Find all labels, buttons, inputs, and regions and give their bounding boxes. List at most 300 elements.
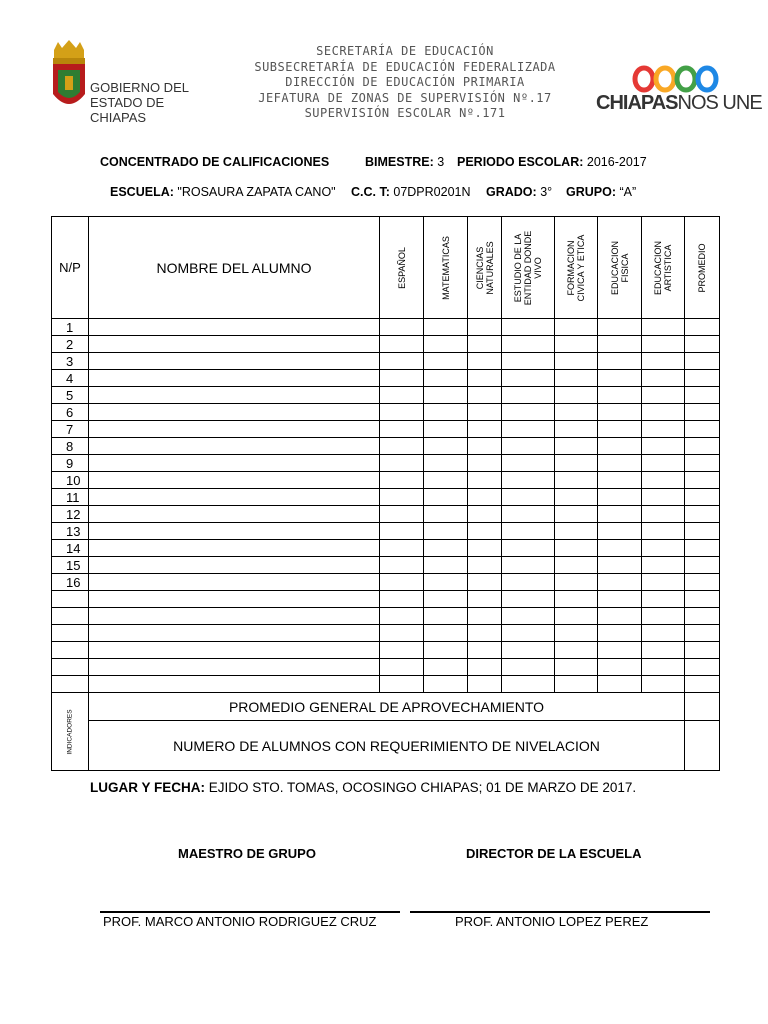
periodo-field: PERIODO ESCOLAR: 2016-2017 xyxy=(457,155,647,169)
grade-cell[interactable] xyxy=(380,421,424,438)
subject-header-entidad xyxy=(502,217,555,319)
grade-cell[interactable] xyxy=(598,489,642,506)
grade-cell[interactable] xyxy=(424,608,468,625)
grade-cell[interactable] xyxy=(380,489,424,506)
grade-cell[interactable] xyxy=(502,557,555,574)
table-row xyxy=(52,676,720,693)
grade-cell[interactable] xyxy=(555,404,598,421)
grade-cell[interactable] xyxy=(380,387,424,404)
grade-cell[interactable] xyxy=(555,659,598,676)
subject-header-promedio xyxy=(685,217,720,319)
grade-cell[interactable] xyxy=(555,455,598,472)
grade-cell[interactable] xyxy=(598,387,642,404)
grade-cell[interactable] xyxy=(685,642,720,659)
table-row xyxy=(52,659,720,676)
subject-label: FORMACION CIVICA Y ETICA xyxy=(566,234,586,301)
lugar-fecha: LUGAR Y FECHA: EJIDO STO. TOMAS, OCOSINGO CHIAPAS; 01 DE MARZO DE 2017. xyxy=(90,780,637,795)
grade-cell[interactable] xyxy=(685,591,720,608)
grade-cell[interactable] xyxy=(380,438,424,455)
director-signature-line xyxy=(410,911,710,913)
chiapas-logo-text xyxy=(596,92,762,115)
grade-cell[interactable] xyxy=(598,319,642,336)
grade-cell[interactable] xyxy=(598,557,642,574)
grade-cell[interactable] xyxy=(424,591,468,608)
grade-cell[interactable] xyxy=(642,421,685,438)
grade-cell[interactable] xyxy=(502,523,555,540)
grade-cell[interactable] xyxy=(555,438,598,455)
escuela-value: "ROSAURA ZAPATA CANO" xyxy=(177,185,336,199)
table-row xyxy=(52,353,720,370)
grade-cell[interactable] xyxy=(642,404,685,421)
grade-cell[interactable] xyxy=(642,540,685,557)
grade-cell[interactable] xyxy=(685,370,720,387)
indicadores-label: INDICADORES xyxy=(66,708,74,755)
grade-cell[interactable] xyxy=(424,506,468,523)
grade-cell[interactable] xyxy=(555,353,598,370)
grade-cell[interactable] xyxy=(424,455,468,472)
grade-cell[interactable] xyxy=(468,540,502,557)
row-number: 6 xyxy=(52,404,89,421)
grade-cell[interactable] xyxy=(468,574,502,591)
header-line: SUBSECRETARÍA DE EDUCACIÓN FEDERALIZADA xyxy=(254,59,556,74)
grade-cell[interactable] xyxy=(642,387,685,404)
chiapas-nos-une-logo xyxy=(592,60,762,120)
subject-header-ed-fisica xyxy=(598,217,642,319)
table-row xyxy=(52,557,720,574)
grade-cell[interactable] xyxy=(424,642,468,659)
grade-cell[interactable] xyxy=(555,625,598,642)
grade-cell[interactable] xyxy=(380,608,424,625)
grade-cell[interactable] xyxy=(380,404,424,421)
grade-cell[interactable] xyxy=(468,642,502,659)
grade-cell[interactable] xyxy=(380,472,424,489)
grade-cell[interactable] xyxy=(468,591,502,608)
subject-label: CIENCIAS NATURALES xyxy=(474,240,495,295)
grade-cell[interactable] xyxy=(502,404,555,421)
grade-cell[interactable] xyxy=(642,574,685,591)
row-number xyxy=(52,591,89,608)
grade-cell[interactable] xyxy=(468,387,502,404)
subject-header-espanol xyxy=(380,217,424,319)
row-number: 13 xyxy=(52,523,89,540)
director-title: DIRECTOR DE LA ESCUELA xyxy=(466,846,642,861)
grade-cell[interactable] xyxy=(380,319,424,336)
bimestre-field: BIMESTRE: 3 xyxy=(365,155,445,169)
grade-cell[interactable] xyxy=(598,625,642,642)
grade-cell[interactable] xyxy=(502,574,555,591)
student-name-cell[interactable] xyxy=(89,319,380,336)
grade-cell[interactable] xyxy=(598,438,642,455)
grade-cell[interactable] xyxy=(424,472,468,489)
student-name-cell[interactable] xyxy=(89,336,380,353)
grade-cell[interactable] xyxy=(502,472,555,489)
student-name-cell[interactable] xyxy=(89,608,380,625)
grade-cell[interactable] xyxy=(598,472,642,489)
grade-cell[interactable] xyxy=(502,625,555,642)
row-number: 7 xyxy=(52,421,89,438)
student-name-cell[interactable] xyxy=(89,625,380,642)
grade-cell[interactable] xyxy=(424,370,468,387)
grade-cell[interactable] xyxy=(424,387,468,404)
student-rows xyxy=(52,319,720,693)
table-row xyxy=(52,523,720,540)
grade-cell[interactable] xyxy=(380,659,424,676)
row-number xyxy=(52,608,89,625)
grade-cell[interactable] xyxy=(598,336,642,353)
grade-cell[interactable] xyxy=(598,370,642,387)
grade-cell[interactable] xyxy=(424,659,468,676)
grade-cell[interactable] xyxy=(380,540,424,557)
grade-cell[interactable] xyxy=(502,438,555,455)
grade-cell[interactable] xyxy=(424,676,468,693)
grade-cell[interactable] xyxy=(555,336,598,353)
grade-cell[interactable] xyxy=(685,438,720,455)
grade-cell[interactable] xyxy=(555,319,598,336)
row-number xyxy=(52,676,89,693)
grade-cell[interactable] xyxy=(468,608,502,625)
header-line: SUPERVISIÓN ESCOLAR Nº.171 xyxy=(304,106,506,120)
grade-cell[interactable] xyxy=(685,557,720,574)
grade-cell[interactable] xyxy=(468,472,502,489)
bimestre-value: 3 xyxy=(437,155,445,169)
row-number: 9 xyxy=(52,455,89,472)
row-number xyxy=(52,642,89,659)
np-header: N/P xyxy=(52,217,89,319)
promedio-general-label: PROMEDIO GENERAL DE APROVECHAMIENTO xyxy=(89,693,685,721)
grade-cell[interactable] xyxy=(598,659,642,676)
grade-cell[interactable] xyxy=(685,574,720,591)
grade-cell[interactable] xyxy=(555,574,598,591)
grade-cell[interactable] xyxy=(468,455,502,472)
grade-cell[interactable] xyxy=(642,591,685,608)
grade-cell[interactable] xyxy=(424,523,468,540)
subject-header-ed-artistica xyxy=(642,217,685,319)
student-name-cell[interactable] xyxy=(89,642,380,659)
grade-cell[interactable] xyxy=(555,421,598,438)
grade-cell[interactable] xyxy=(424,438,468,455)
grade-cell[interactable] xyxy=(468,489,502,506)
grade-cell[interactable] xyxy=(468,506,502,523)
grade-cell[interactable] xyxy=(502,336,555,353)
grade-cell[interactable] xyxy=(502,506,555,523)
grade-cell[interactable] xyxy=(598,591,642,608)
table-row xyxy=(52,455,720,472)
grade-cell[interactable] xyxy=(555,591,598,608)
subject-label: ESPAÑOL xyxy=(396,246,407,289)
table-row xyxy=(52,540,720,557)
grade-cell[interactable] xyxy=(642,608,685,625)
grade-cell[interactable] xyxy=(685,489,720,506)
student-name-cell[interactable] xyxy=(89,591,380,608)
grade-cell[interactable] xyxy=(468,625,502,642)
grade-cell[interactable] xyxy=(502,659,555,676)
table-row xyxy=(52,574,720,591)
student-name-cell[interactable] xyxy=(89,489,380,506)
student-name-cell[interactable] xyxy=(89,438,380,455)
grade-cell[interactable] xyxy=(468,370,502,387)
nivelacion-label: NUMERO DE ALUMNOS CON REQUERIMIENTO DE NIVELACION xyxy=(89,721,685,771)
grade-cell[interactable] xyxy=(424,625,468,642)
grade-cell[interactable] xyxy=(424,540,468,557)
subject-header-ciencias xyxy=(468,217,502,319)
grade-cell[interactable] xyxy=(642,455,685,472)
grade-cell[interactable] xyxy=(502,455,555,472)
row-number: 15 xyxy=(52,557,89,574)
student-name-cell[interactable] xyxy=(89,557,380,574)
row-number: 16 xyxy=(52,574,89,591)
table-row xyxy=(52,591,720,608)
grade-cell[interactable] xyxy=(424,421,468,438)
table-row xyxy=(52,370,720,387)
chiapas-bold-text: CHIAPAS xyxy=(596,92,678,114)
row-number: 12 xyxy=(52,506,89,523)
grade-cell[interactable] xyxy=(502,608,555,625)
grade-cell[interactable] xyxy=(598,642,642,659)
grade-cell[interactable] xyxy=(502,540,555,557)
grupo-field: GRUPO: “A” xyxy=(566,185,637,199)
table-row xyxy=(52,438,720,455)
grade-cell[interactable] xyxy=(685,387,720,404)
grade-cell[interactable] xyxy=(380,506,424,523)
colored-rings-icon xyxy=(632,65,722,95)
grade-cell[interactable] xyxy=(380,353,424,370)
table-row xyxy=(52,489,720,506)
table-row xyxy=(52,387,720,404)
grade-cell[interactable] xyxy=(685,421,720,438)
grade-cell[interactable] xyxy=(502,642,555,659)
student-name-cell[interactable] xyxy=(89,540,380,557)
grade-cell[interactable] xyxy=(642,625,685,642)
nos-une-text: NOS UNE xyxy=(677,92,762,114)
gov-logo-text xyxy=(90,80,210,125)
grade-cell[interactable] xyxy=(468,319,502,336)
header-line: DIRECCIÓN DE EDUCACIÓN PRIMARIA xyxy=(285,75,525,89)
grade-cell[interactable] xyxy=(380,625,424,642)
grado-field: GRADO: 3° xyxy=(486,185,553,199)
grade-cell[interactable] xyxy=(424,319,468,336)
grade-cell[interactable] xyxy=(555,387,598,404)
grade-cell[interactable] xyxy=(642,523,685,540)
header-line: SECRETARÍA DE EDUCACIÓN xyxy=(316,44,494,58)
grade-cell[interactable] xyxy=(685,353,720,370)
table-row xyxy=(52,472,720,489)
grade-cell[interactable] xyxy=(468,404,502,421)
student-name-cell[interactable] xyxy=(89,404,380,421)
grade-cell[interactable] xyxy=(642,557,685,574)
grade-cell[interactable] xyxy=(555,557,598,574)
promedio-general-row xyxy=(52,693,720,721)
grade-cell[interactable] xyxy=(380,591,424,608)
indicadores-cell xyxy=(52,693,89,771)
grade-cell[interactable] xyxy=(685,659,720,676)
grade-cell[interactable] xyxy=(502,421,555,438)
grade-cell[interactable] xyxy=(685,455,720,472)
student-name-cell[interactable] xyxy=(89,676,380,693)
grade-cell[interactable] xyxy=(424,489,468,506)
table-row xyxy=(52,625,720,642)
periodo-value: 2016-2017 xyxy=(586,155,647,169)
grade-cell[interactable] xyxy=(642,659,685,676)
name-header: NOMBRE DEL ALUMNO xyxy=(89,217,380,319)
grade-cell[interactable] xyxy=(468,353,502,370)
grade-cell[interactable] xyxy=(685,336,720,353)
subject-label: EDUCACION ARTISTICA xyxy=(653,240,673,295)
grade-cell[interactable] xyxy=(468,438,502,455)
grade-cell[interactable] xyxy=(598,540,642,557)
grade-cell[interactable] xyxy=(468,421,502,438)
row-number xyxy=(52,659,89,676)
grade-cell[interactable] xyxy=(598,353,642,370)
grade-cell[interactable] xyxy=(502,353,555,370)
grade-cell[interactable] xyxy=(685,676,720,693)
grade-cell[interactable] xyxy=(502,387,555,404)
grade-cell[interactable] xyxy=(555,540,598,557)
grade-cell[interactable] xyxy=(468,557,502,574)
table-row xyxy=(52,404,720,421)
table-row xyxy=(52,319,720,336)
grade-cell[interactable] xyxy=(555,676,598,693)
grade-cell[interactable] xyxy=(642,336,685,353)
subject-header-civica xyxy=(555,217,598,319)
grade-cell[interactable] xyxy=(685,608,720,625)
grade-cell[interactable] xyxy=(380,557,424,574)
nivelacion-row xyxy=(52,721,720,771)
grade-cell[interactable] xyxy=(555,370,598,387)
grade-cell[interactable] xyxy=(424,574,468,591)
grade-cell[interactable] xyxy=(598,676,642,693)
grade-cell[interactable] xyxy=(555,472,598,489)
grade-cell[interactable] xyxy=(642,319,685,336)
escuela-field: ESCUELA: "ROSAURA ZAPATA CANO" xyxy=(110,185,336,199)
maestro-signature-line xyxy=(100,911,400,913)
grade-cell[interactable] xyxy=(380,574,424,591)
grade-cell[interactable] xyxy=(598,404,642,421)
subject-label: EDUCACION FISICA xyxy=(609,240,630,295)
grade-cell[interactable] xyxy=(642,472,685,489)
grade-cell[interactable] xyxy=(555,489,598,506)
grade-cell[interactable] xyxy=(380,336,424,353)
subject-label: MATEMATICAS xyxy=(440,235,451,300)
grade-cell[interactable] xyxy=(468,336,502,353)
subject-label: ESTUDIO DE LA ENTIDAD DONDE VIVO xyxy=(513,230,543,305)
grade-cell[interactable] xyxy=(642,642,685,659)
grade-cell[interactable] xyxy=(598,455,642,472)
grade-cell[interactable] xyxy=(598,523,642,540)
grade-cell[interactable] xyxy=(555,506,598,523)
grade-cell[interactable] xyxy=(642,489,685,506)
lugar-fecha-value: EJIDO STO. TOMAS, OCOSINGO CHIAPAS; 01 DE MARZO DE 2017. xyxy=(208,780,637,795)
cct-field: C.C. T: 07DPR0201N xyxy=(351,185,471,199)
grade-cell[interactable] xyxy=(685,540,720,557)
grade-cell[interactable] xyxy=(502,676,555,693)
grade-cell[interactable] xyxy=(380,370,424,387)
student-name-cell[interactable] xyxy=(89,353,380,370)
grade-cell[interactable] xyxy=(642,370,685,387)
institution-header xyxy=(200,44,610,122)
row-number: 11 xyxy=(52,489,89,506)
grade-cell[interactable] xyxy=(598,506,642,523)
grade-cell[interactable] xyxy=(424,336,468,353)
row-number: 4 xyxy=(52,370,89,387)
grades-table xyxy=(51,216,720,771)
row-number: 5 xyxy=(52,387,89,404)
nivelacion-value[interactable] xyxy=(685,721,720,771)
grade-cell[interactable] xyxy=(380,523,424,540)
grade-cell[interactable] xyxy=(685,625,720,642)
gov-logo-line1: GOBIERNO DEL xyxy=(90,80,189,95)
student-name-cell[interactable] xyxy=(89,455,380,472)
row-number: 8 xyxy=(52,438,89,455)
grade-cell[interactable] xyxy=(685,472,720,489)
row-number: 1 xyxy=(52,319,89,336)
maestro-title: MAESTRO DE GRUPO xyxy=(178,846,316,861)
grade-cell[interactable] xyxy=(468,676,502,693)
row-number: 14 xyxy=(52,540,89,557)
grade-cell[interactable] xyxy=(555,523,598,540)
chiapas-coat-of-arms-icon xyxy=(50,40,88,116)
gov-logo-line2: ESTADO DE CHIAPAS xyxy=(90,95,165,125)
grade-cell[interactable] xyxy=(380,676,424,693)
student-name-cell[interactable] xyxy=(89,523,380,540)
grade-cell[interactable] xyxy=(424,353,468,370)
grado-value: 3° xyxy=(540,185,553,199)
grade-cell[interactable] xyxy=(598,574,642,591)
subject-label: PROMEDIO xyxy=(697,242,707,293)
student-name-cell[interactable] xyxy=(89,387,380,404)
row-number xyxy=(52,625,89,642)
grade-cell[interactable] xyxy=(424,404,468,421)
grade-cell[interactable] xyxy=(380,455,424,472)
grade-cell[interactable] xyxy=(555,642,598,659)
student-name-cell[interactable] xyxy=(89,506,380,523)
grade-cell[interactable] xyxy=(598,421,642,438)
student-name-cell[interactable] xyxy=(89,472,380,489)
maestro-name: PROF. MARCO ANTONIO RODRIGUEZ CRUZ xyxy=(103,914,377,929)
grade-cell[interactable] xyxy=(424,557,468,574)
student-name-cell[interactable] xyxy=(89,574,380,591)
grade-cell[interactable] xyxy=(642,353,685,370)
grade-cell[interactable] xyxy=(380,642,424,659)
grade-cell[interactable] xyxy=(685,523,720,540)
promedio-general-value[interactable] xyxy=(685,693,720,721)
grade-cell[interactable] xyxy=(642,506,685,523)
table-row xyxy=(52,506,720,523)
student-name-cell[interactable] xyxy=(89,421,380,438)
header-line: JEFATURA DE ZONAS DE SUPERVISIÓN Nº.17 xyxy=(258,90,552,105)
student-name-cell[interactable] xyxy=(89,659,380,676)
grupo-value: “A” xyxy=(619,185,637,199)
student-name-cell[interactable] xyxy=(89,370,380,387)
grade-cell[interactable] xyxy=(598,608,642,625)
row-number: 2 xyxy=(52,336,89,353)
grade-cell[interactable] xyxy=(642,438,685,455)
table-row xyxy=(52,642,720,659)
grade-cell[interactable] xyxy=(468,523,502,540)
grade-cell[interactable] xyxy=(685,506,720,523)
table-row xyxy=(52,421,720,438)
grade-cell[interactable] xyxy=(685,404,720,421)
grade-cell[interactable] xyxy=(468,659,502,676)
director-name: PROF. ANTONIO LOPEZ PEREZ xyxy=(455,914,649,929)
grade-cell[interactable] xyxy=(502,591,555,608)
grade-cell[interactable] xyxy=(642,676,685,693)
concentrado-title: CONCENTRADO DE CALIFICACIONES xyxy=(100,155,330,169)
grade-cell[interactable] xyxy=(685,319,720,336)
grade-cell[interactable] xyxy=(502,370,555,387)
grade-cell[interactable] xyxy=(502,319,555,336)
grade-cell[interactable] xyxy=(502,489,555,506)
grade-cell[interactable] xyxy=(555,608,598,625)
